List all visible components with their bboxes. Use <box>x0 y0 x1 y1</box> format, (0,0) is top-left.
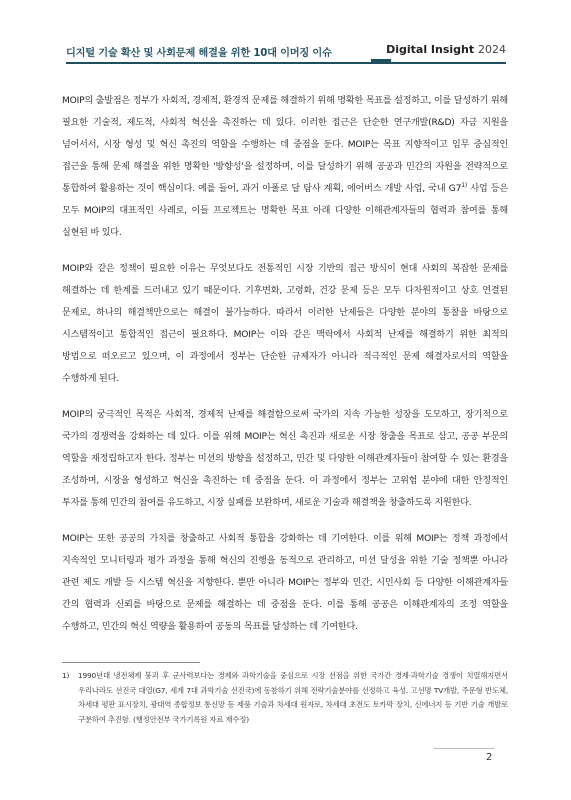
footnote-separator <box>62 662 200 663</box>
paragraph-4: MOIP는 또한 공공의 가치를 창출하고 사회적 통합을 강화하는 데 기여한다. 이를 위해 MOIP는 정책 과정에서 지속적인 모니터링과 평가 과정을 통해 혁신의 진행을 동적으로 관리하고, 미션 달성을 위한 기술 정책뿐 아니라 관련 제도 개발 등 시스템 혁신을 지향한다. 뿐만 아니라 MOIP는 정부와 민간, 시민사회 등 다양한 이해관계자들 간의 협력과 신뢰를 바탕으로 문제를 해결하는 데 중점을 둔다. 이를 통해 공공은 이해관계자의 조정 역할을 수행하고, 민간의 혁신 역량을 활용하여 공동의 목표를 달성하는 데 기여한다. <box>62 534 508 632</box>
page-header <box>66 38 506 62</box>
footnote <box>62 669 508 727</box>
paragraph-1-before: MOIP의 출발점은 정부가 사회적, 경제적, 환경적 문제를 해결하기 위해 명확한 목표를 설정하고, 이를 달성하기 위해 필요한 기술적, 제도적, 사회적 혁신을 촉진하는 데 있다. 이러한 접근은 단순한 연구개발(R&D) 자금 지원을 넘어서서, 시장 형성 및 혁신 촉진의 역할을 수행하는 데 중점을 둔다. MOIP는 목표 지향적이고 임무 중심적인 접근을 통해 문제 해결을 위한 명확한 '방향성'을 설정하며, 이를 달성하기 위해 공공과 민간의 자원을 전략적으로 통합하여 활용하는 것이 핵심이다. 예를 들어, 과거 아폴로 달 탐사 계획, 에어버스 개발 사업, 국내 G7 <box>62 96 508 194</box>
footnote-text: 1990년대 냉전체제 붕괴 후 군사력보다는 경제와 과학기술을 중심으로 시장 선점을 위한 국가간 경제·과학기술 경쟁이 치열해지면서 우리나라도 선진국 대열(G7, 세계 7대 과학기술 선진국)에 동참하기 위해 전략기술분야를 선정하고 육성. 고선명 TV개발, 주문형 반도체, 차세대 평판 표시장치, 광대역 종합정보 통신망 등 제품 기술과 차세대 원자로, 차세대 초전도 토카막 장치, 신에너지 등 기반 기술 개발로 구분하여 추진함. (행정안전부 국가기록원 자료 재수정) <box>78 671 508 724</box>
brand-name: Digital Insight <box>386 43 475 56</box>
page-number-rule <box>434 748 494 749</box>
brand-year: 2024 <box>478 43 506 56</box>
paragraph-2: MOIP와 같은 정책이 필요한 이유는 무엇보다도 전통적인 시장 기반의 접근 방식이 현대 사회의 복잡한 문제를 해결하는 데 한계를 드러내고 있기 때문이다. 기후변화, 고령화, 건강 문제 등은 모두 다차원적이고 상호 연결된 문제로, 하나의 해결책만으로는 해결이 불가능하다. 따라서 이러한 난제들은 다양한 분야의 통찰을 바탕으로 시스템적이고 통합적인 접근이 필요하다. MOIP는 이와 같은 맥락에서 사회적 난제를 해결하기 위한 최적의 방법으로 떠오르고 있으며, 이 과정에서 정부는 단순한 규제자가 아니라 적극적인 문제 해결자로서의 역할을 수행하게 된다. <box>62 264 508 384</box>
paragraph-1-after: 사업 등은 모두 MOIP의 대표적인 사례로, 이들 프로젝트는 명확한 목표 아래 다양한 이해관계자들의 협력과 참여를 통해 실현된 바 있다. <box>62 184 508 238</box>
footnote-reference[interactable]: 1) <box>461 181 467 189</box>
paragraph-1 <box>62 90 508 244</box>
header-brand <box>386 43 506 56</box>
header-title: 디지털 기술 확산 및 사회문제 해결을 위한 10대 이머징 이슈 <box>66 48 332 59</box>
paragraph-3: MOIP의 궁극적인 목적은 사회적, 경제적 난제를 해결함으로써 국가의 지속 가능한 성장을 도모하고, 장기적으로 국가의 경쟁력을 강화하는 데 있다. 이를 위해 MOIP는 혁신 촉진과 새로운 시장 창출을 목표로 삼고, 공공 부문의 역할을 재정립하고자 한다. 정부는 미션의 방향을 설정하고, 민간 및 다양한 이해관계자들이 참여할 수 있는 환경을 조성하며, 시장을 형성하고 혁신을 촉진하는 데 중점을 둔다. 이 과정에서 정부는 고위험 분야에 대한 안정적인 투자를 통해 민간의 참여를 유도하고, 시장 실패를 보완하며, 새로운 기술과 해결책을 창출하도록 지원한다. <box>62 410 508 508</box>
footnote-number: 1) <box>62 671 70 680</box>
header-rule <box>66 62 506 64</box>
page-number: 2 <box>486 752 493 763</box>
body-text <box>62 90 508 652</box>
